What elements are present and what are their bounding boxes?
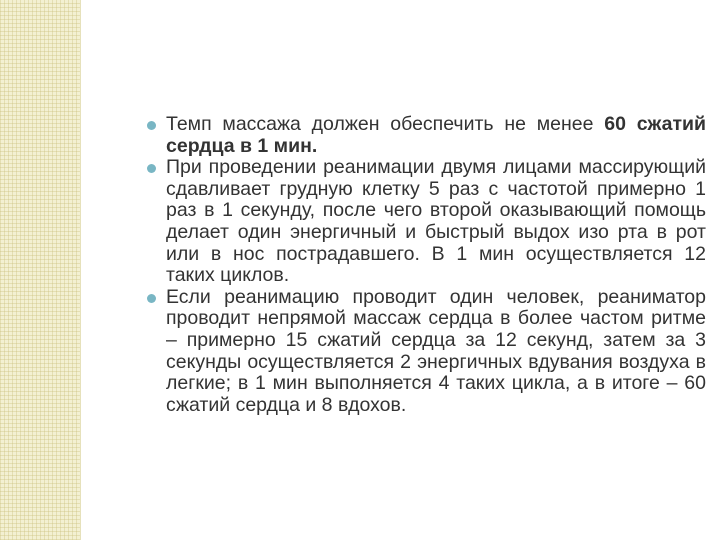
slide-content	[166, 114, 706, 416]
bullet-dot-icon	[147, 164, 156, 173]
list-item	[166, 157, 706, 287]
list-item-bold-text: 60 сжатий сердца в 1 мин.	[166, 113, 706, 157]
list-item-text: При проведении реанимации двумя лицами массирующий сдавливает грудную клетку 5 раз с частотой примерно 1 раз в 1 секунду, после чего второй оказывающий помощь делает один энергичный и быстрый выдох изо рта в рот или в нос пострадавшего. В 1 мин осуществляется 12 таких циклов.	[166, 156, 706, 287]
list-item-text: Темп массажа должен обеспечить не менее	[166, 113, 605, 135]
decorative-side-pattern	[0, 0, 81, 540]
list-item	[166, 114, 706, 157]
list-item-text: Если реанимацию проводит один человек, реаниматор проводит непрямой массаж сердца в более частом ритме – примерно 15 сжатий сердца за 12 секунд, затем за 3 секунды осуществляется 2 энергичных вдувания воздуха в легкие; в 1 мин выполняется 4 таких цикла, а в итоге – 60 сжатий сердца и 8 вдохов.	[166, 285, 706, 416]
bullet-dot-icon	[147, 121, 156, 130]
bullet-dot-icon	[147, 294, 156, 303]
bullet-list	[166, 114, 706, 416]
list-item	[166, 287, 706, 417]
